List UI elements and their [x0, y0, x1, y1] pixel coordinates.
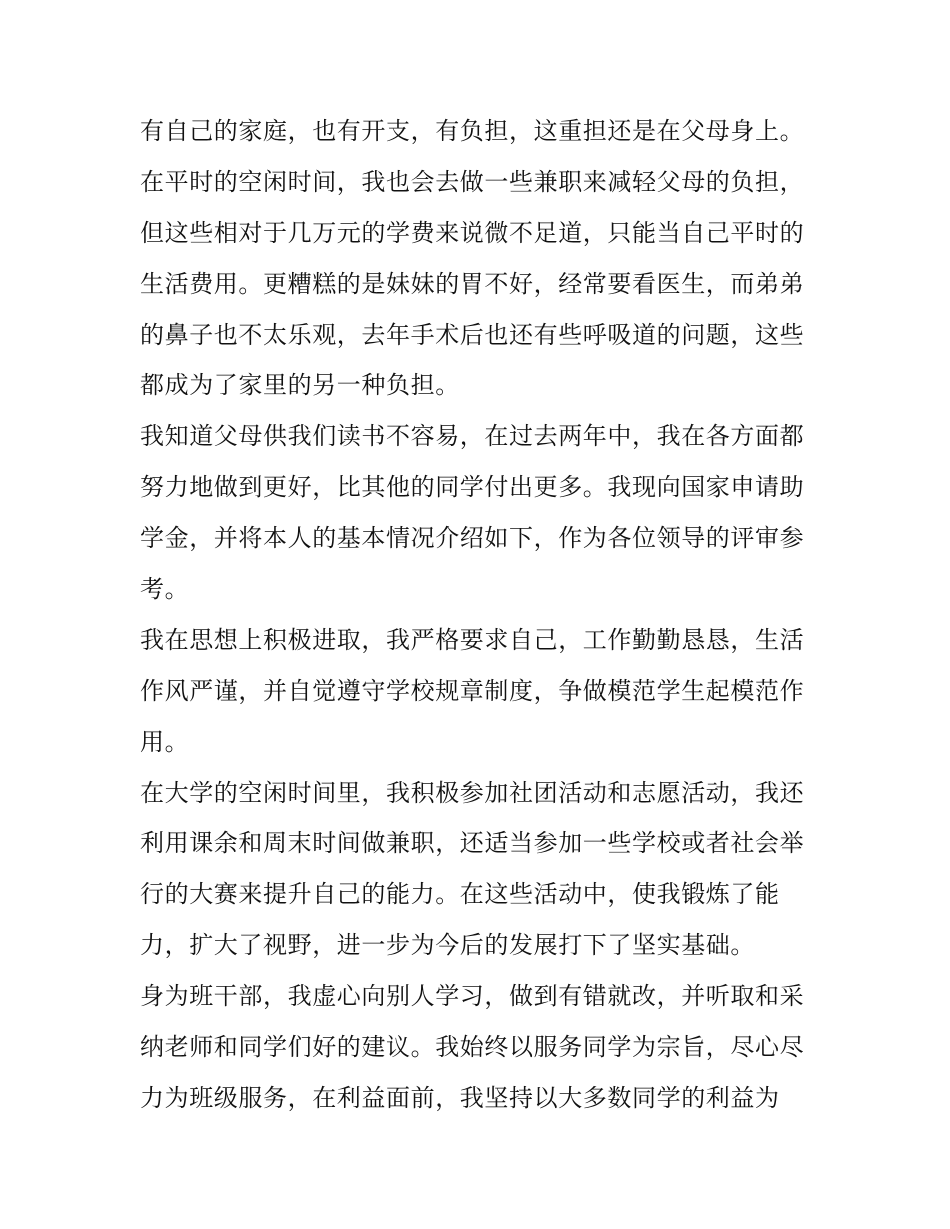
- text-line: 行的大赛来提升自己的能力。在这些活动中，使我锻炼了能: [140, 880, 780, 909]
- text-line: 学金，并将本人的基本情况介绍如下，作为各位领导的评审参: [140, 524, 805, 553]
- document-body: [140, 106, 820, 1124]
- text-line: 在平时的空闲时间，我也会去做一些兼职来减轻父母的负担，: [140, 167, 805, 196]
- text-line: 但这些相对于几万元的学费来说微不足道，只能当自己平时的: [140, 218, 805, 247]
- text-line: 有自己的家庭，也有开支，有负担，这重担还是在父母身上。: [140, 117, 805, 145]
- text-line: 作风严谨，并自觉遵守学校规章制度，争做模范学生起模范作: [140, 676, 805, 705]
- text-line: 我知道父母供我们读书不容易，在过去两年中，我在各方面都: [140, 422, 805, 451]
- text-line: 努力地做到更好，比其他的同学付出更多。我现向国家申请助: [140, 473, 805, 502]
- text-line: 都成为了家里的另一种负担。: [140, 371, 460, 400]
- text-line: 我在思想上积极进取，我严格要求自己，工作勤勤恳恳，生活: [140, 625, 805, 654]
- text-line: 生活费用。更糟糕的是妹妹的胃不好，经常要看医生，而弟弟: [140, 269, 805, 298]
- text-line: 纳老师和同学们好的建议。我始终以服务同学为宗旨，尽心尽: [140, 1033, 805, 1062]
- text-line: 利用课余和周末时间做兼职，还适当参加一些学校或者社会举: [140, 829, 805, 858]
- text-line: 用。: [140, 727, 190, 756]
- text-line: 力为班级服务，在利益面前，我坚持以大多数同学的利益为: [140, 1083, 780, 1112]
- text-line: 身为班干部，我虚心向别人学习，做到有错就改，并听取和采: [140, 982, 805, 1011]
- text-line: 力，扩大了视野，进一步为今后的发展打下了坚实基础。: [140, 931, 755, 960]
- text-line: 的鼻子也不太乐观，去年手术后也还有些呼吸道的问题，这些: [140, 320, 805, 349]
- text-line: 在大学的空闲时间里，我积极参加社团活动和志愿活动，我还: [140, 778, 805, 807]
- text-line: 考。: [140, 575, 190, 604]
